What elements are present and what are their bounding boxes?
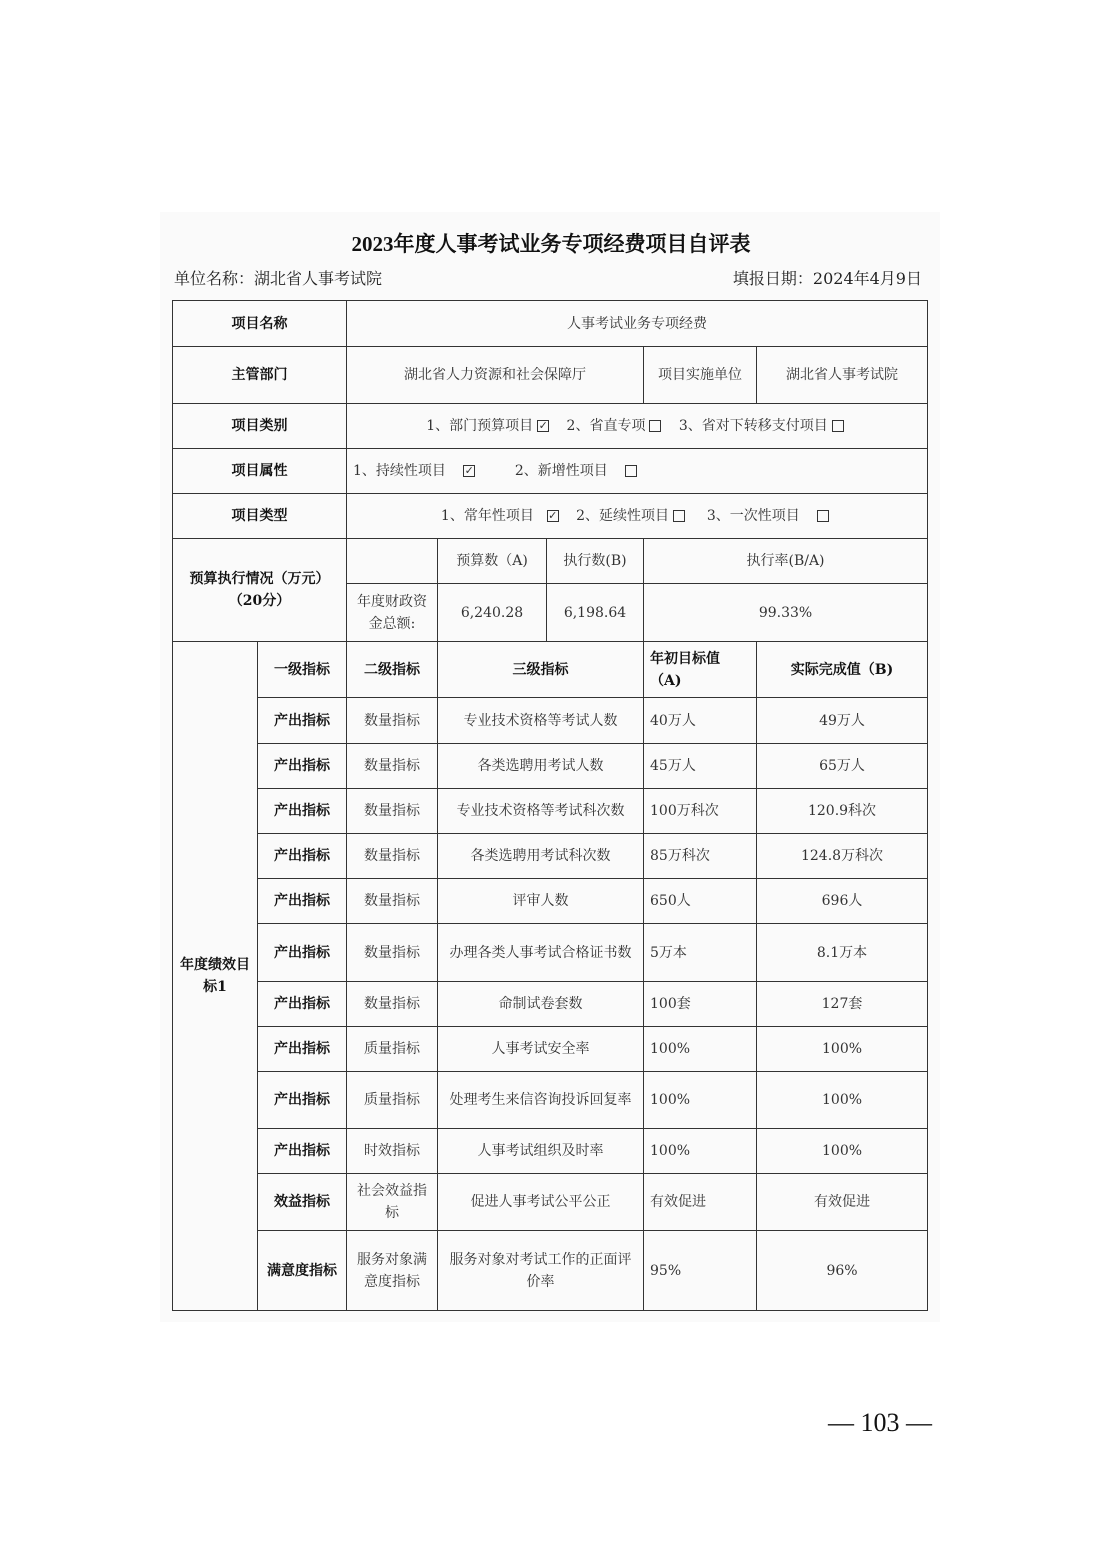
level1: 产出指标 — [258, 789, 347, 834]
dept-label: 主管部门 — [173, 347, 347, 404]
level1: 产出指标 — [258, 1027, 347, 1072]
table-row — [173, 1129, 928, 1174]
option-text: 2、延续性项目 — [576, 508, 670, 524]
level1: 产出指标 — [258, 1129, 347, 1174]
row-budget-header — [173, 539, 928, 584]
actual-value: 120.9科次 — [757, 789, 928, 834]
actual-value: 100% — [757, 1072, 928, 1129]
budget-blank — [347, 539, 438, 584]
level3: 命制试卷套数 — [438, 982, 644, 1027]
level3: 处理考生来信咨询投诉回复率 — [438, 1072, 644, 1129]
target-value: 100万科次 — [644, 789, 757, 834]
attribute-label: 项目属性 — [173, 449, 347, 494]
type-label: 项目类型 — [173, 494, 347, 539]
target-value: 100套 — [644, 982, 757, 1027]
option-text: 1、常年性项目 — [440, 508, 534, 524]
level2: 数量指标 — [347, 698, 438, 744]
project-name-label: 项目名称 — [173, 301, 347, 347]
actual-value: 127套 — [757, 982, 928, 1027]
project-name-value: 人事考试业务专项经费 — [347, 301, 928, 347]
level1: 满意度指标 — [258, 1231, 347, 1311]
row-category — [173, 404, 928, 449]
actual-value: 65万人 — [757, 744, 928, 789]
category-options — [347, 404, 928, 449]
level2: 质量指标 — [347, 1072, 438, 1129]
table-row — [173, 879, 928, 924]
checkbox-checked-icon[interactable]: ✓ — [538, 419, 548, 432]
target-value: 100% — [644, 1072, 757, 1129]
category-label: 项目类别 — [173, 404, 347, 449]
budget-row-label: 年度财政资金总额: — [347, 584, 438, 642]
level2: 社会效益指标 — [347, 1174, 438, 1231]
attribute-options — [347, 449, 928, 494]
document-title: 2023年度人事考试业务专项经费项目自评表 — [351, 232, 751, 256]
checkbox-checked-icon[interactable]: ✓ — [548, 509, 558, 522]
actual-value: 49万人 — [757, 698, 928, 744]
dept-value: 湖北省人力资源和社会保障厅 — [347, 347, 644, 404]
perf-header: 一级指标 — [258, 642, 347, 698]
perf-header: 实际完成值（B) — [757, 642, 928, 698]
fill-date: 填报日期：2024年4月9日 — [732, 269, 922, 288]
level3: 评审人数 — [438, 879, 644, 924]
level1: 产出指标 — [258, 879, 347, 924]
level1: 产出指标 — [258, 834, 347, 879]
actual-value: 124.8万科次 — [757, 834, 928, 879]
actual-value: 有效促进 — [757, 1174, 928, 1231]
row-perf-header — [173, 642, 928, 698]
level3: 人事考试安全率 — [438, 1027, 644, 1072]
option-text: 1、持续性项目 — [353, 463, 446, 479]
level3: 专业技术资格等考试人数 — [438, 698, 644, 744]
level3: 促进人事考试公平公正 — [438, 1174, 644, 1231]
budget-value: 99.33% — [644, 584, 928, 642]
level1: 产出指标 — [258, 924, 347, 982]
target-value: 40万人 — [644, 698, 757, 744]
level3: 各类选聘用考试科次数 — [438, 834, 644, 879]
table-row — [173, 744, 928, 789]
table-row — [173, 834, 928, 879]
table-row — [173, 789, 928, 834]
target-value: 100% — [644, 1129, 757, 1174]
actual-value: 100% — [757, 1129, 928, 1174]
actual-value: 96% — [757, 1231, 928, 1311]
option-text: 3、省对下转移支付项目 — [678, 418, 828, 434]
target-value: 95% — [644, 1231, 757, 1311]
level2: 数量指标 — [347, 879, 438, 924]
budget-value: 6,198.64 — [547, 584, 644, 642]
checkbox-icon[interactable] — [649, 420, 661, 432]
table-row — [173, 1027, 928, 1072]
table-row — [173, 982, 928, 1027]
level3: 服务对象对考试工作的正面评价率 — [438, 1231, 644, 1311]
budget-label: 预算执行情况（万元）（20分） — [173, 539, 347, 642]
checkbox-icon[interactable] — [673, 510, 685, 522]
budget-header: 执行率(B/A) — [644, 539, 928, 584]
level1: 产出指标 — [258, 698, 347, 744]
level2: 服务对象满意度指标 — [347, 1231, 438, 1311]
level2: 数量指标 — [347, 834, 438, 879]
evaluation-table — [172, 300, 928, 1311]
perf-header: 三级指标 — [438, 642, 644, 698]
level3: 办理各类人事考试合格证书数 — [438, 924, 644, 982]
page-number: — 103 — — [828, 1408, 932, 1437]
level3: 人事考试组织及时率 — [438, 1129, 644, 1174]
actual-value: 696人 — [757, 879, 928, 924]
level3: 专业技术资格等考试科次数 — [438, 789, 644, 834]
level2: 时效指标 — [347, 1129, 438, 1174]
level1: 产出指标 — [258, 1072, 347, 1129]
impl-value: 湖北省人事考试院 — [757, 347, 928, 404]
level3: 各类选聘用考试人数 — [438, 744, 644, 789]
type-options — [347, 494, 928, 539]
target-value: 100% — [644, 1027, 757, 1072]
budget-header: 执行数(B) — [547, 539, 644, 584]
unit-name: 单位名称：湖北省人事考试院 — [174, 269, 383, 288]
row-type — [173, 494, 928, 539]
actual-value: 8.1万本 — [757, 924, 928, 982]
target-value: 45万人 — [644, 744, 757, 789]
impl-label: 项目实施单位 — [644, 347, 757, 404]
row-project-name — [173, 301, 928, 347]
perf-header: 年初目标值（A) — [644, 642, 757, 698]
option-text: 3、一次性项目 — [706, 508, 800, 524]
perf-group-label: 年度绩效目标1 — [173, 642, 258, 1311]
level1: 产出指标 — [258, 744, 347, 789]
level2: 数量指标 — [347, 789, 438, 834]
table-row — [173, 924, 928, 982]
level1: 产出指标 — [258, 982, 347, 1027]
target-value: 85万科次 — [644, 834, 757, 879]
checkbox-icon[interactable] — [817, 510, 829, 522]
row-attribute — [173, 449, 928, 494]
checkbox-icon[interactable] — [625, 465, 637, 477]
checkbox-icon[interactable] — [832, 420, 844, 432]
table-row — [173, 1231, 928, 1311]
target-value: 有效促进 — [644, 1174, 757, 1231]
table-row — [173, 1072, 928, 1129]
option-text: 1、部门预算项目 — [426, 418, 534, 434]
budget-value: 6,240.28 — [438, 584, 547, 642]
option-text: 2、新增性项目 — [514, 463, 608, 479]
level1: 效益指标 — [258, 1174, 347, 1231]
target-value: 650人 — [644, 879, 757, 924]
target-value: 5万本 — [644, 924, 757, 982]
option-text: 2、省直专项 — [566, 418, 646, 434]
row-dept — [173, 347, 928, 404]
perf-header: 二级指标 — [347, 642, 438, 698]
level2: 数量指标 — [347, 744, 438, 789]
checkbox-checked-icon[interactable]: ✓ — [464, 464, 474, 477]
level2: 数量指标 — [347, 924, 438, 982]
actual-value: 100% — [757, 1027, 928, 1072]
table-row — [173, 1174, 928, 1231]
level2: 数量指标 — [347, 982, 438, 1027]
level2: 质量指标 — [347, 1027, 438, 1072]
budget-header: 预算数（A) — [438, 539, 547, 584]
table-row — [173, 698, 928, 744]
